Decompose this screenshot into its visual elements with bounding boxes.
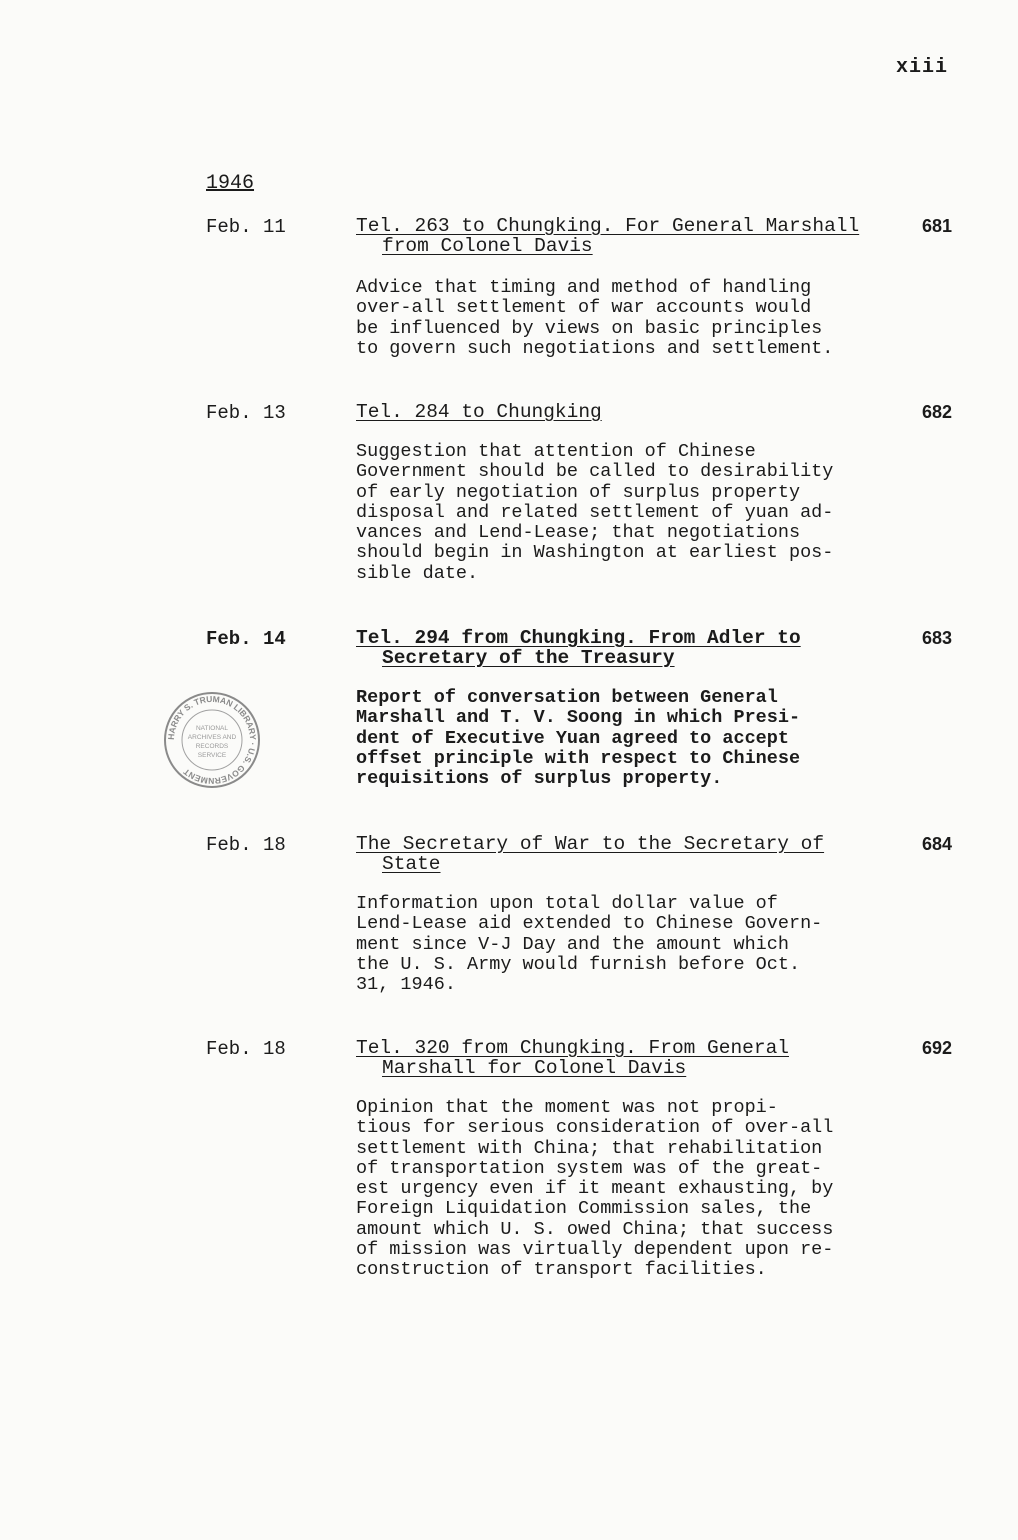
entry-title-line1: Tel. 284 to Chungking [356,401,602,423]
entry-summary [356,688,916,789]
summary-line: Opinion that the moment was not propi- [356,1097,778,1118]
entry-title-line2: Secretary of the Treasury [382,647,675,669]
summary-line: of early negotiation of surplus property [356,481,801,503]
entry-title [356,834,916,874]
summary-line: to govern such negotiations and settlement. [356,337,834,359]
summary-line: dent of Executive Yuan agreed to accept [356,727,789,749]
entry-date: Feb. 14 [206,628,286,650]
entry-summary [356,278,916,359]
entry-title-line1: Tel. 263 to Chungking. For General Marshall [356,215,860,237]
summary-line: Suggestion that attention of Chinese [356,441,756,462]
stamp-center-line: SERVICE [197,752,227,759]
entry-date: Feb. 18 [206,1038,286,1060]
summary-line: Lend-Lease aid extended to Chinese Govern- [356,913,823,935]
summary-line: settlement with China; that rehabilitation [356,1137,823,1159]
summary-line: over-all settlement of war accounts would [356,297,812,319]
stamp-ring-text: HARRY S. TRUMAN LIBRARY · U.S. GOVERNMENT [165,693,259,787]
archive-stamp [162,690,262,790]
summary-line: of transportation system was of the great- [356,1157,823,1179]
entry-summary [356,894,916,995]
summary-line: amount which U. S. owed China; that success [356,1218,834,1240]
summary-line: sible date. [356,562,479,584]
summary-line: Advice that timing and method of handling [356,277,812,298]
summary-line: disposal and related settlement of yuan ad- [356,501,834,523]
entry-title [356,216,916,256]
stamp-center-line: RECORDS [195,743,229,750]
entry-title-line1: Tel. 294 from Chungking. From Adler to [356,627,801,649]
year-heading: 1946 [206,172,255,195]
entry-title [356,628,916,668]
entry-title [356,1038,916,1078]
summary-line: construction of transport facilities. [356,1259,767,1281]
entry-page-ref: 681 [922,216,953,236]
summary-line: offset principle with respect to Chinese [356,747,801,769]
entry-title-line2: State [382,853,441,875]
summary-line: Information upon total dollar value of [356,893,778,914]
summary-line: should begin in Washington at earliest pos- [356,542,834,564]
entry-title-line1: The Secretary of War to the Secretary of [356,833,825,855]
summary-line: the U. S. Army would furnish before Oct. [356,953,801,975]
entry-summary [356,442,916,584]
summary-line: est urgency even if it meant exhausting, by [356,1178,834,1200]
summary-line: 31, 1946. [356,974,456,996]
entry-title-line1: Tel. 320 from Chungking. From General [356,1037,789,1059]
stamp-center-line: ARCHIVES AND [187,734,237,741]
entry-date: Feb. 18 [206,834,286,856]
summary-line: tious for serious consideration of over-all [356,1117,834,1139]
summary-line: of mission was virtually dependent upon re- [356,1239,834,1261]
summary-line: Report of conversation between General [356,687,778,708]
entry-page-ref: 682 [922,402,953,422]
entry-date: Feb. 11 [206,216,286,238]
summary-line: requisitions of surplus property. [356,768,723,790]
entry-page-ref: 692 [922,1038,953,1058]
entry-title-line2: from Colonel Davis [382,235,593,257]
summary-line: vances and Lend-Lease; that negotiations [356,522,801,544]
entry-title [356,402,916,422]
entry-date: Feb. 13 [206,402,286,424]
entry-page-ref: 684 [922,834,953,854]
entry-summary [356,1098,916,1281]
summary-line: Government should be called to desirability [356,461,834,483]
summary-line: ment since V-J Day and the amount which [356,933,789,955]
summary-line: Marshall and T. V. Soong in which Presi- [356,707,801,729]
entry-title-line2: Marshall for Colonel Davis [382,1057,687,1079]
page-number: xiii [895,56,948,79]
summary-line: Foreign Liquidation Commission sales, the [356,1198,812,1220]
summary-line: be influenced by views on basic principles [356,317,823,339]
stamp-center-line: NATIONAL [195,725,229,732]
entry-page-ref: 683 [922,628,953,648]
